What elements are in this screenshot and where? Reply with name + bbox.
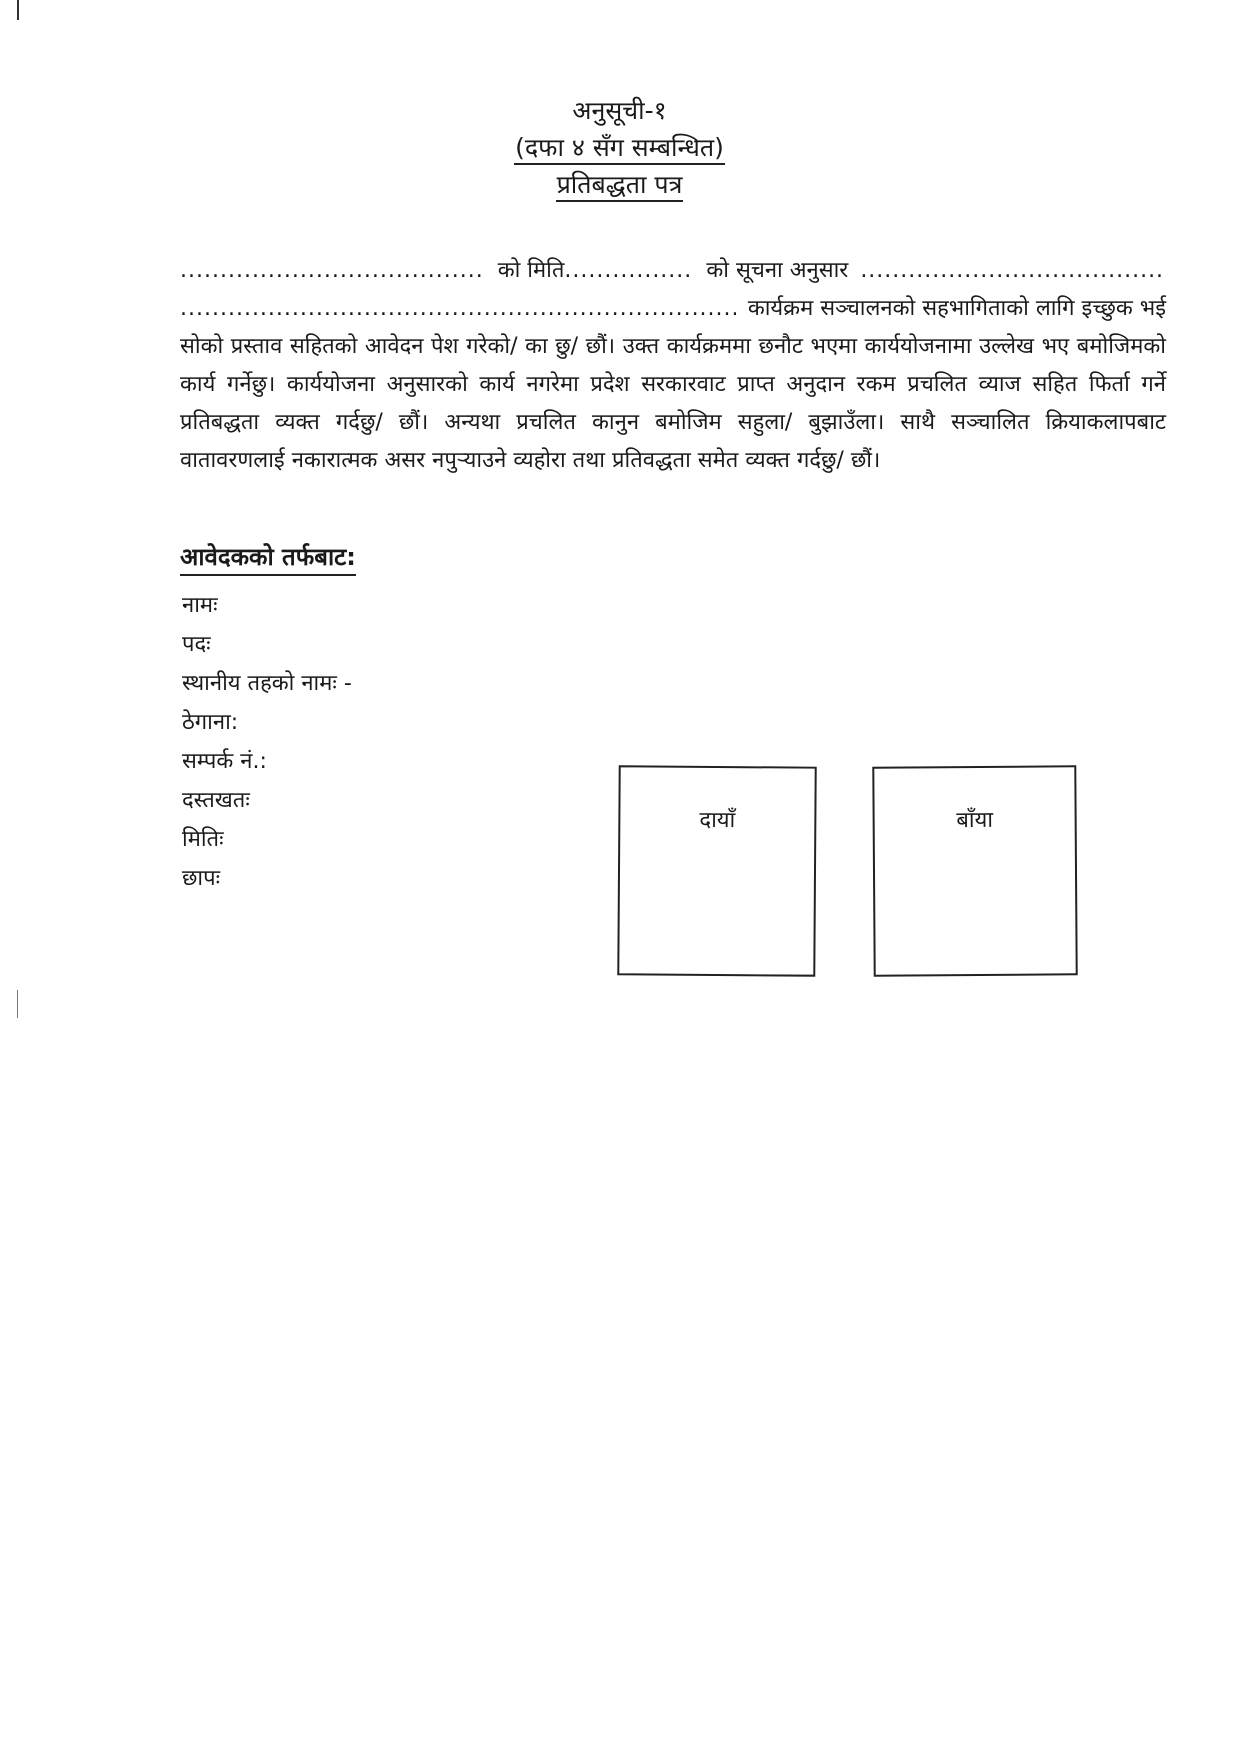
commitment-paragraph: सोको प्रस्ताव सहितको आवेदन पेश गरेको/ का छु/ छौं। उक्त कार्यक्रममा छनौट भएमा कार्ययोजनामा उल्लेख भए बमोजिमको कार्य गर्नेछु। कार्ययोजना अनुसारको कार्य नगरेमा प्रदेश सरकारवाट प्राप्त अनुदान रकम प्रचलित व्याज सहित फिर्ता गर्ने प्रतिबद्धता व्यक्त गर्दछु/ छौं। अन्यथा प्रचलित कानुन बमोजिम सहुला/ बुझाउँला। साथै सञ्चालित क्रियाकलापबाट वातावरणलाई नकारात्मक असर नपुऱ्याउने व्यहोरा तथा प्रतिवद्धता समेत व्यक्त गर्दछु/ छौं। (180, 334, 1166, 473)
stamp-field-label: छापः (182, 866, 221, 891)
body-line-2 (180, 290, 1166, 328)
date-field-label: मितिः (182, 827, 224, 852)
scan-edge-mark (17, 990, 18, 1018)
scan-edge-mark (17, 0, 19, 20)
section-reference: (दफा ४ सँग सम्बन्धित) (514, 132, 725, 165)
ko-suchana-text: को सूचना अनुसार (706, 258, 849, 283)
body-line-1 (180, 252, 1166, 290)
position-field-label: पदः (182, 632, 211, 657)
blank-fill-line[interactable] (860, 252, 1166, 290)
applicant-section-title: आवेदकको तर्फबाट: (180, 540, 356, 576)
address-field-label: ठेगाना: (182, 710, 239, 735)
left-thumbprint-label: बाँया (956, 807, 994, 834)
applicant-fields (182, 586, 352, 898)
program-text: कार्यक्रम सञ्चालनको सहभागिताको लागि इच्छुक भई (747, 296, 1166, 321)
document-header (0, 92, 1239, 203)
name-field-label: नामः (182, 593, 218, 618)
contact-field-label: सम्पर्क नं.: (182, 749, 267, 774)
blank-fill-line[interactable] (180, 290, 736, 328)
local-level-field-label: स्थानीय तहको नामः - (182, 671, 352, 696)
right-thumbprint-box[interactable] (617, 765, 816, 976)
blank-fill-line[interactable] (180, 252, 486, 290)
signature-field-label: दस्तखतः (182, 788, 250, 813)
commitment-text (180, 252, 1166, 480)
left-thumbprint-box[interactable] (872, 765, 1077, 976)
date-fill-line[interactable] (564, 252, 694, 290)
document-title: प्रतिबद्धता पत्र (556, 169, 684, 202)
right-thumbprint-label: दायाँ (699, 807, 736, 834)
ko-miti-text: को मिति (497, 258, 565, 283)
schedule-label: अनुसूची-१ (572, 96, 667, 125)
